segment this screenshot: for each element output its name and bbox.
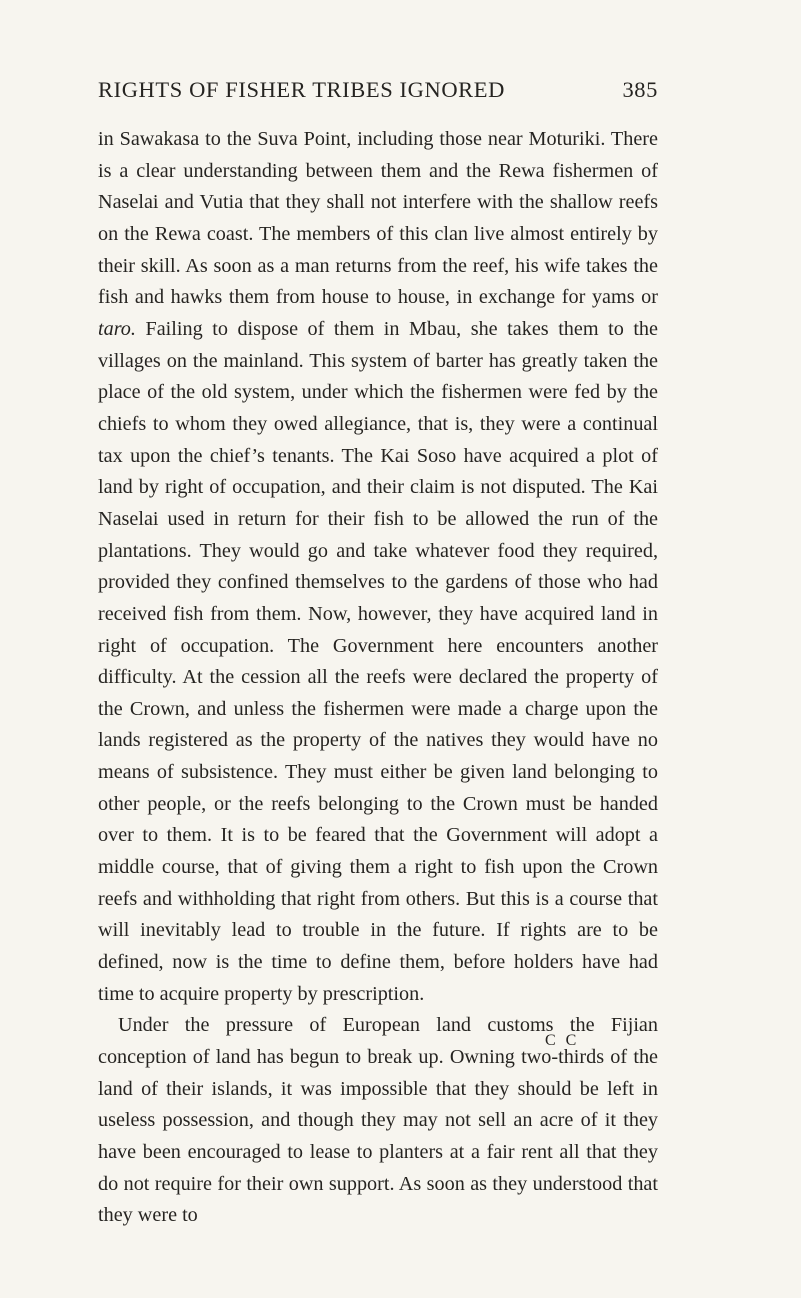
italic-word-taro: taro. — [98, 317, 136, 340]
signature-mark: C C — [545, 1032, 580, 1049]
paragraph-1-text-b: Failing to dispose of them in Mbau, she takes them to the villages on the mainland. This system of barter has greatly taken the place of the old system, under which the fishermen were fed by the chiefs to whom they owed allegiance, that is, they were a continual tax upon the chief’s tenants. The Kai Soso have acquired a plot of land by right of occupation, and their claim is not disputed. The Kai Naselai used in return for their fish to be allowed the run of the plantations. They would go and take whatever food they required, provided they confined themselves to the gardens of those who had received fish from them. Now, however, they have acquired land in right of occupation. The Government here encounters another difficulty. At the cession all the reefs were declared the property of the Crown, and unless the fishermen were made a charge upon the lands registered as the property of the natives they would have no means of subsistence. They must either be given land belonging to other people, or the reefs belonging to the Crown must be handed over to them. It is to be feared that the Government will adopt a middle course, that of giving them a right to fish upon the Crown reefs and withholding that right from others. But this is a course that will inevitably lead to trouble in the future. If rights are to be defined, now is the time to define them, before holders have had time to acquire property by prescription. — [98, 317, 658, 1005]
running-head-title: RIGHTS OF FISHER TRIBES IGNORED — [98, 77, 505, 102]
page-number: 385 — [622, 77, 658, 102]
running-head — [98, 77, 658, 117]
body-text — [98, 124, 658, 1232]
paragraph-1-text-a: in Sawakasa to the Suva Point, including those near Moturiki. There is a clear understanding between them and the Rewa fishermen of Naselai and Vutia that they shall not interfere with the shallow reefs on the Rewa coast. The members of this clan live almost entirely by their skill. As soon as a man returns from the reef, his wife takes the fish and hawks them from house to house, in exchange for yams or — [98, 128, 658, 309]
paragraph-2: Under the pressure of European land customs the Fijian conception of land has begun to break up. Owning two-thirds of the land of their islands, it was impossible that they should be left in useless possession, and though they may not sell an acre of it they have been encouraged to lease to planters at a fair rent all that they do not require for their own support. As soon as they understood that they were to — [98, 1014, 658, 1227]
paragraph-1 — [98, 124, 658, 1010]
